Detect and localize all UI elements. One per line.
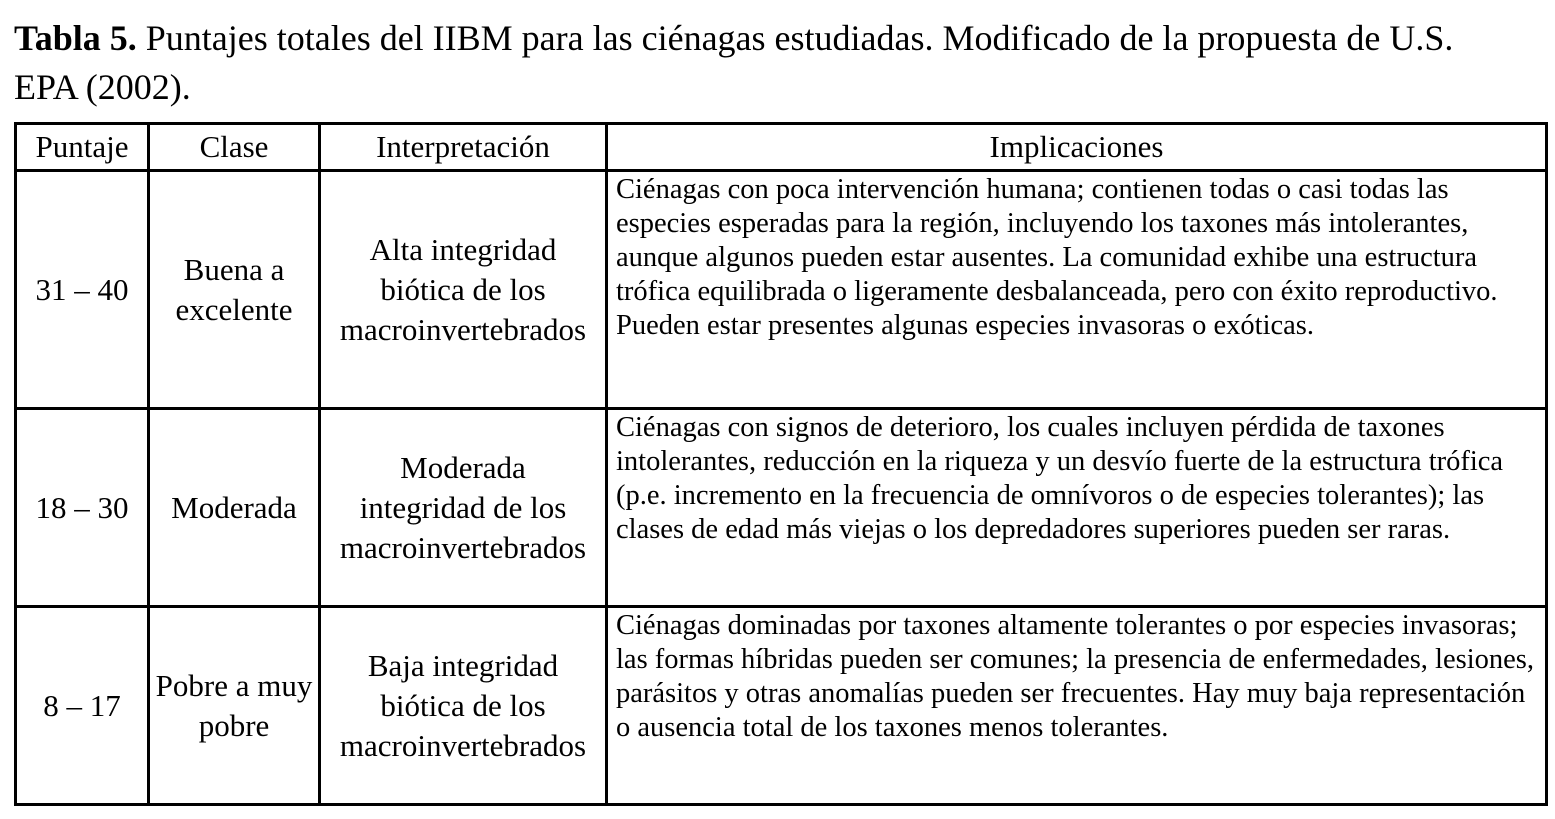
table-row — [16, 607, 1547, 805]
implicaciones-cell: Ciénagas con poca intervención humana; contienen todas o casi todas las especies esperadas para la región, incluyendo los taxones más intolerantes, aunque algunos pueden estar ausentes. La comunidad exhibe una estructura trófica equilibrada o ligeramente desbalanceada, pero con éxito reproductivo. Pueden estar presentes algunas especies invasoras o exóticas. — [607, 171, 1547, 409]
interpretacion-text: Alta integridad biótica de los macroinvertebrados — [339, 231, 587, 347]
clase-cell: Pobre a muy pobre — [149, 607, 320, 805]
clase-cell: Moderada — [149, 409, 320, 607]
clase-cell: Buena a excelente — [149, 171, 320, 409]
puntaje-cell: 8 – 17 — [16, 607, 149, 805]
interpretacion-cell — [320, 171, 607, 409]
puntaje-cell: 18 – 30 — [16, 409, 149, 607]
header-clase: Clase — [149, 124, 320, 171]
table-row — [16, 409, 1547, 607]
interpretacion-cell — [320, 409, 607, 607]
implicaciones-cell: Ciénagas dominadas por taxones altamente tolerantes o por especies invasoras; las formas híbridas pueden ser comunes; la presencia de enfermedades, lesiones, parásitos y otras anomalías pueden ser frecuentes. Hay muy baja representación o ausencia total de los taxones menos tolerantes. — [607, 607, 1547, 805]
interpretacion-text: Moderada integridad de los macroinvertebrados — [339, 449, 587, 565]
interpretacion-cell — [320, 607, 607, 805]
header-puntaje: Puntaje — [16, 124, 149, 171]
table-header-row — [16, 124, 1547, 171]
iibm-scores-table — [14, 122, 1548, 806]
header-implicaciones: Implicaciones — [607, 124, 1547, 171]
interpretacion-text: Baja integridad biótica de los macroinvertebrados — [339, 647, 587, 763]
implicaciones-cell: Ciénagas con signos de deterioro, los cuales incluyen pérdida de taxones intolerantes, reducción en la riqueza y un desvío fuerte de la estructura trófica (p.e. incremento en la frecuencia de omnívoros o de especies tolerantes); las clases de edad más viejas o los depredadores superiores pueden ser raras. — [607, 409, 1547, 607]
header-interpretacion: Interpretación — [320, 124, 607, 171]
table-caption-text: Puntajes totales del IIBM para las ciénagas estudiadas. Modificado de la propuesta de U.S. EPA (2002). — [14, 18, 1454, 107]
table-caption-label: Tabla 5. — [14, 18, 137, 58]
table-row — [16, 171, 1547, 409]
table-caption — [14, 14, 1516, 112]
puntaje-cell: 31 – 40 — [16, 171, 149, 409]
